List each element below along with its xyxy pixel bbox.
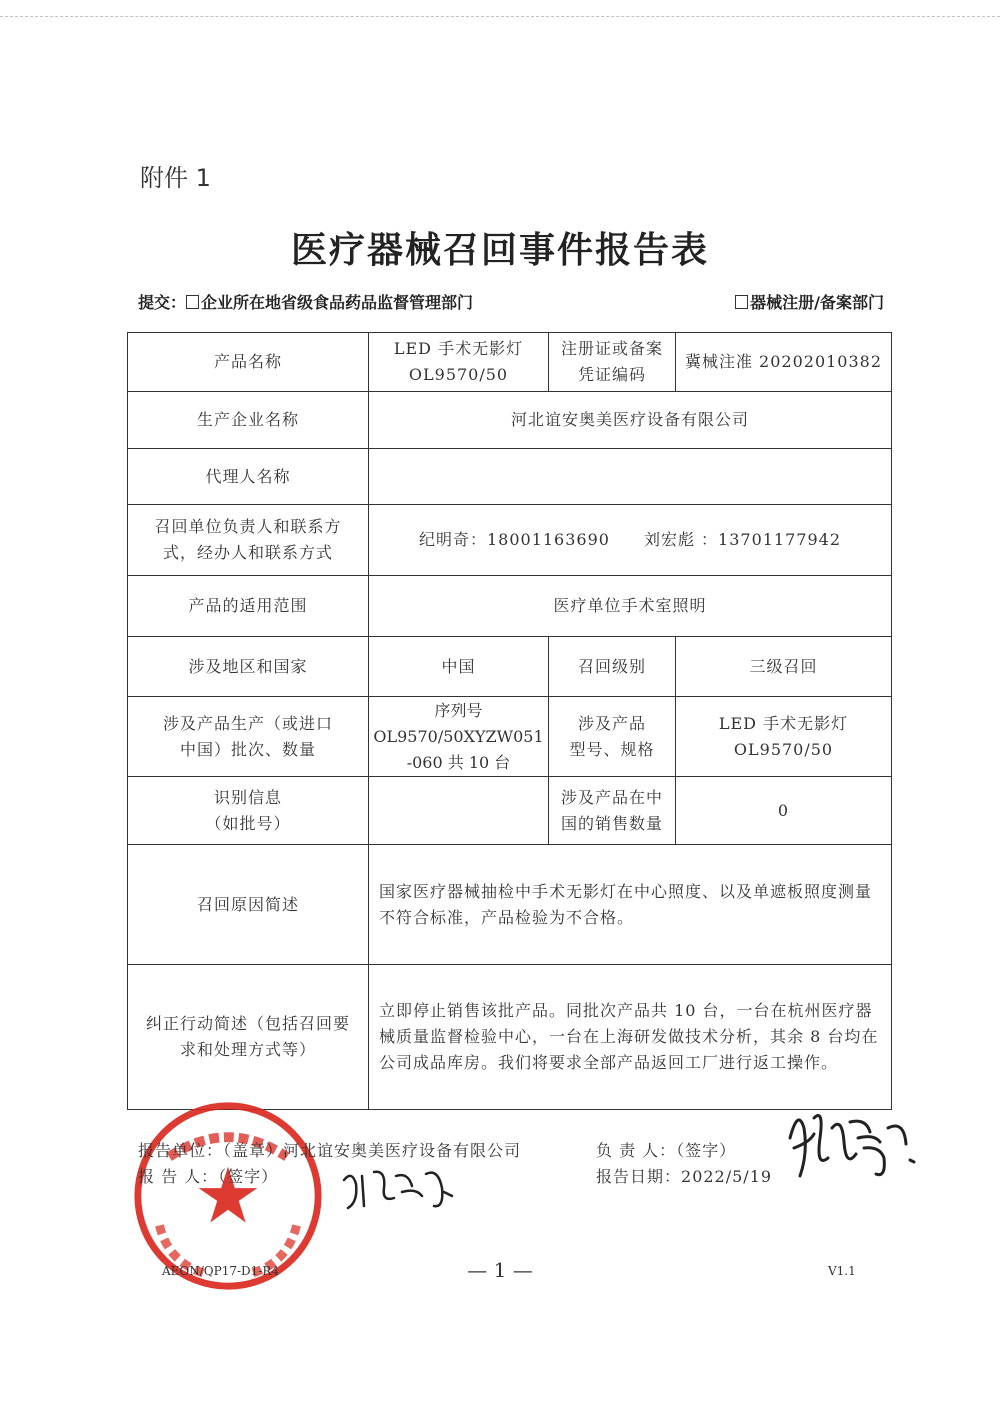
sales-label-line2: 国的销售数量 — [560, 813, 663, 833]
row-batch — [128, 697, 892, 777]
reason-label: 召回原因简述 — [128, 845, 369, 965]
contact-label-line1: 召回单位负责人和联系方 — [154, 517, 342, 536]
id-value — [369, 777, 549, 845]
id-label — [128, 777, 369, 845]
report-unit-value: 河北谊安奥美医疗设备有限公司 — [283, 1141, 522, 1160]
agent-value — [369, 449, 892, 505]
row-action — [128, 965, 892, 1110]
recall-report-table — [127, 332, 892, 1110]
model-label-line1: 涉及产品 — [577, 713, 646, 733]
product-name-line2: OL9570/50 — [408, 365, 509, 384]
document-version: V1.1 — [828, 1264, 856, 1278]
row-product-name — [128, 333, 892, 392]
page-number: — 1 — — [467, 1258, 533, 1282]
form-title: 医疗器械召回事件报告表 — [290, 230, 709, 271]
checkbox-registration[interactable] — [735, 295, 748, 309]
scope-value: 医疗单位手术室照明 — [369, 576, 892, 637]
model-label — [549, 697, 676, 777]
document-code: AEON/QP17-D1-R4 — [162, 1264, 280, 1278]
row-contact — [128, 505, 892, 576]
submit-label: 提交： — [138, 293, 187, 312]
manufacturer-label: 生产企业名称 — [128, 392, 369, 449]
row-identification — [128, 777, 892, 845]
report-unit-row — [138, 1138, 521, 1161]
report-date-row — [596, 1164, 772, 1187]
scope-label: 产品的适用范围 — [128, 576, 369, 637]
report-unit-label: 报告单位：（盖章） — [138, 1141, 284, 1160]
batch-label — [128, 697, 369, 777]
registration-label-line2: 凭证编码 — [577, 365, 646, 384]
action-label-line1: 纠正行动简述（包括召回要 — [145, 1014, 350, 1033]
batch-label-line1: 涉及产品生产（或进口 — [162, 713, 333, 733]
registration-label — [549, 333, 676, 392]
action-label — [128, 965, 369, 1110]
model-value-line1: LED 手术无影灯 — [718, 713, 849, 733]
batch-value-line2: OL9570/50XYZW051 — [373, 726, 544, 746]
batch-value — [369, 697, 549, 777]
attachment-label: 附件 1 — [140, 164, 211, 192]
report-date-value: 2022/5/19 — [681, 1167, 773, 1186]
recall-level-label: 召回级别 — [549, 637, 676, 697]
product-name-value — [369, 333, 549, 392]
registration-value: 冀械注准 20202010382 — [676, 333, 892, 392]
row-agent — [128, 449, 892, 505]
reporter-label: 报 告 人：（签字） — [138, 1167, 279, 1186]
region-value: 中国 — [369, 637, 549, 697]
batch-value-line1: 序列号 — [434, 700, 483, 720]
contact-value: 纪明奇：18001163690 刘宏彪 ：13701177942 — [369, 505, 892, 576]
row-scope — [128, 576, 892, 637]
submit-option-provincial: 企业所在地省级食品药品监督管理部门 — [201, 293, 474, 312]
batch-value-line3: -060 共 10 台 — [406, 752, 511, 772]
checkbox-provincial[interactable] — [186, 295, 199, 309]
contact-label — [128, 505, 369, 576]
sales-value: 0 — [676, 777, 892, 845]
sales-label-line1: 涉及产品在中 — [560, 787, 663, 807]
sales-label — [549, 777, 676, 845]
reporter-signature — [338, 1162, 458, 1214]
submit-option-registration: 器械注册/备案部门 — [750, 293, 884, 312]
submit-row — [138, 290, 884, 313]
row-manufacturer — [128, 392, 892, 449]
model-value-line2: OL9570/50 — [733, 739, 834, 759]
action-label-line2: 求和处理方式等） — [179, 1040, 316, 1059]
report-date-label: 报告日期： — [596, 1167, 682, 1186]
model-label-line2: 型号、规格 — [569, 739, 655, 759]
product-name-label: 产品名称 — [128, 333, 369, 392]
registration-label-line1: 注册证或备案 — [560, 339, 663, 358]
manufacturer-value: 河北谊安奥美医疗设备有限公司 — [369, 392, 892, 449]
responsible-label: 负 责 人：（签字） — [596, 1141, 737, 1160]
id-label-line2: （如批号） — [205, 813, 291, 833]
recall-level-value: 三级召回 — [676, 637, 892, 697]
reason-value: 国家医疗器械抽检中手术无影灯在中心照度、以及单遮板照度测量不符合标准，产品检验为不合格。 — [369, 845, 892, 965]
region-label: 涉及地区和国家 — [128, 637, 369, 697]
product-name-line1: LED 手术无影灯 — [393, 339, 524, 358]
id-label-line1: 识别信息 — [213, 787, 282, 807]
row-region — [128, 637, 892, 697]
contact-label-line2: 式，经办人和联系方式 — [162, 543, 333, 562]
model-value — [676, 697, 892, 777]
row-reason — [128, 845, 892, 965]
responsible-signature — [780, 1098, 920, 1184]
scan-artifact-line — [0, 16, 1000, 17]
agent-label: 代理人名称 — [128, 449, 369, 505]
batch-label-line2: 中国）批次、数量 — [179, 739, 316, 759]
action-value: 立即停止销售该批产品。同批次产品共 10 台，一台在杭州医疗器械质量监督检验中心，一台在上海研发做技术分析，其余 8 台均在公司成品库房。我们将要求全部产品返回工厂进行返工操作。 — [369, 965, 892, 1110]
